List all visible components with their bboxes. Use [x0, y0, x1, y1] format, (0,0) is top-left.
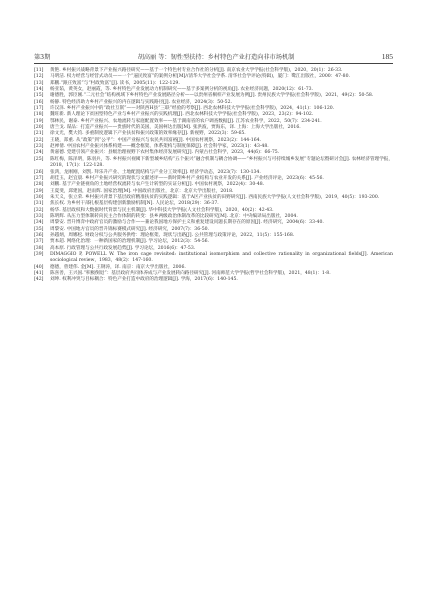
- reference-number: [12]: [34, 74, 44, 80]
- reference-number: [26]: [34, 169, 44, 175]
- reference-number: [13]: [34, 80, 44, 86]
- reference-number: [22]: [34, 137, 44, 143]
- reference-number: [35]: [34, 226, 44, 232]
- reference-number: [27]: [34, 175, 44, 181]
- reference-number: [33]: [34, 213, 44, 219]
- reference-number: [25]: [34, 156, 44, 162]
- reference-number: [17]: [34, 106, 44, 112]
- reference-text: 胡佳玉，赵宜晨. 乡村产业振兴研究的现状与文献述评——新时期乡村产业结构与农业开发的关系[J]. 产业经济评论，2023(6)：45-56.: [50, 175, 324, 181]
- header-rule: [34, 63, 393, 64]
- reference-number: [40]: [34, 264, 44, 270]
- reference-text: 刘坤. 权利冲突与目标耦合：特色产业打造中政府的治理逻辑[J]. 学海，2017(6)：140-145.: [50, 277, 238, 283]
- reference-number: [23]: [34, 144, 44, 150]
- reference-text: 陈明辉. 从压力型体制转向民主合作体制的转变：县乡两级政治体制改革的比较研究[M]. 北京：中央编译局出版社，2004.: [50, 213, 298, 219]
- reference-text: 杨亚茹，黄英女，赵丽霞，等. 乡村特色产业发展动力机制研究——基于多案例分析的视角[J]. 农业经济问题，2020(12)：61-73.: [50, 87, 314, 93]
- reference-text: 鄂林民，谢泰. 乡村产业振兴、农地流转与家庭配置效率——基于湖南省的农户调查数据[J]. 江苏农业科学，2022，50(7)：234-241.: [50, 118, 322, 124]
- reference-item: [34, 252, 393, 265]
- reference-text: 黄艳. 乡村振兴战略背景下产业振兴路径研究——基于一个特色村专业合作社的分析[J]. 南京农业大学学报(社会科学版)，2020，20(1)：26-33.: [50, 68, 343, 73]
- reference-text: 王夏斐，邱建国，赵雨辉. 国家治理[M]. 中国政府出版社，北京：北京大学出版社，2018.: [50, 188, 234, 194]
- reference-text: DIMAGGIO P, POWELL W. The iron cage revisited: institutional isomorphism and collective rationality in organizational fields[J]. American sociological review，1983，48(2)：147-160.: [50, 251, 393, 264]
- reference-text: 郑鹏.“跟庄致富”与“村政致富”[J]. 读书，2005(11)：122-129.: [50, 80, 180, 86]
- reference-number: [24]: [34, 150, 44, 156]
- reference-number: [28]: [34, 182, 44, 188]
- reference-text: 高本原. 行政管理与公共行政发展趋势[J]. 学习论坛，2016(6)：47-53.: [50, 245, 196, 251]
- reference-text: 许汉泽. 乡村产业振兴中的“政社互嵌”——对陕西H县“三联”经验的考察[J]. 西北农林科技大学学报(社会科学版)，2024，41(1)：106-120.: [50, 106, 335, 112]
- reference-text: 王晓，郑重. 从“政策”到“公平”：中国产业振兴与农民共同富裕[J]. 中国农村观察，2023(2)：144-164.: [50, 137, 262, 143]
- reference-text: 朱天义，张立荣. 乡村振兴背景下基层政府精准扶贫的实践逻辑：基于A区产业扶贫的田野研究[J]. 西南民族大学学报(人文社会科学版)，2019，40(5)：193-200.: [50, 194, 380, 200]
- reference-number: [14]: [34, 87, 44, 93]
- reference-text: 陈红梅，陈泽明，陈羽兵，等. 乡村振兴视阈下新型城乡结构“五个振兴”融合机制与耦合协调——“乡村振兴与可持续城乡发展”专题论坛暨研讨会[J]. 农林经济管理学报，2018，17(1)：122-128.: [50, 156, 393, 169]
- reference-text: 德德，曾建伟. 金[M]. 王钢涛，译. 南京：南京大学出版社，2006.: [50, 264, 186, 270]
- reference-number: [18]: [34, 112, 44, 118]
- reference-item: [34, 157, 393, 170]
- reference-text: 贾本超. 网络化治理：一种新国家的治理机制[J]. 学习论坛，2012(3)：54-56.: [50, 239, 210, 245]
- reference-text: 徐文光，樊大钧. 多重制度逻辑下产业扶贫和振兴政策的效率缘存[J]. 新视野，2022(3)：59-65.: [50, 131, 246, 137]
- reference-text: 杨华. 基层政权和大数据时代背景与民主机制[J]. 华中科技大学学报(人文社会科学版)，2020，40(2)：42-43.: [50, 207, 274, 213]
- reference-item: [34, 277, 393, 283]
- running-header: [34, 47, 393, 61]
- reference-number: [30]: [34, 194, 44, 200]
- reference-text: 周黎安. 晋升博弈中政府官员的激励与合作——兼论我国地方保护主义和重复建设问题长期存在的原因[J]. 经济研究，2004(6)：33-40.: [50, 220, 324, 226]
- reference-number: [34]: [34, 220, 44, 226]
- reference-text: 周黎安. 中国地方官员的晋升锦标赛模式研究[J]. 经济研究，2007(7)：36-50.: [50, 226, 210, 232]
- reference-text: 陈喜善，王兴国.“积极倒退”：基层政府共同体养成与产业发展转向路径研究[J]. 河南师范大学学报(哲学社会科学版)，2021，48(1)：1-8.: [50, 271, 331, 276]
- reference-text: 张鸿，龙刚刚，刘凯. 拜乐升产业、土地配置结构与产业分工效率[J]. 经济学动态，2023(7)：130-134.: [50, 169, 261, 175]
- running-title: 胡高丽 等：韧性型扶持：乡村特色产业打造向非市场机制: [137, 54, 295, 61]
- reference-number: [32]: [34, 207, 44, 213]
- reference-text: 杨静. 特色经济助力乡村产业振兴的内在逻辑与实践路径[J]. 农业经济，2024(3)：50-52.: [50, 99, 232, 105]
- reference-number: [38]: [34, 245, 44, 251]
- issue-label: 第3期: [34, 54, 51, 61]
- reference-text: 孙越炳，周娜松. 财政分权与公共服务供给：理论框架、现状与出路[J]. 公共管理与政策评论，2022，11(5)：155-168.: [50, 232, 295, 238]
- reference-text: 黄嘉德. 党建引领产业振兴：县级治理视野下农村集体经济发展研究[J]. 内蒙古社会科学，2023，44(6)：66-75.: [50, 150, 280, 156]
- reference-text: 唐兰戈. 谋品：打造产业振兴——贵族时代的美国，美国柯达出版[M]. 张洪波，贾海东，译. 上海：上海大学出版社，2016.: [50, 125, 301, 131]
- reference-text: 魏旺新. 新人理论下贫困型特色产业与乡村产业振兴的实践机理[J]. 西北农林科技大学学报(社会科学版)，2023，23(2)：94-102.: [50, 112, 314, 118]
- reference-text: 刘鹏. 基于产业链视角的土地经营权流转与农户生计转型的实证分析[J]. 中国农村观察，2022(4)：30-48.: [50, 182, 265, 188]
- reference-number: [11]: [34, 68, 44, 73]
- reference-number: [36]: [34, 232, 44, 238]
- reference-number: [21]: [34, 131, 44, 137]
- reference-text: 马明洁. 权力经营与经营式动员——一个“逼民致富”的案例分析[M]//清华大学社会学系. 清华社会学评论(特辑)，厦门：鹭江出版社，2000：47-80.: [50, 74, 350, 80]
- reference-number: [15]: [34, 93, 44, 99]
- reference-number: [42]: [34, 277, 44, 283]
- reference-text: 赵禅倩. 中国农村产业振兴体系构建——概念框架、体系架构与制度保障[J]. 社会科学家，2023(1)：43-48.: [50, 144, 269, 150]
- reference-number: [39]: [34, 251, 44, 257]
- reference-list: [34, 68, 393, 284]
- reference-number: [16]: [34, 99, 44, 105]
- reference-text: 焦长权. 为乡村干部扎根基层构建创新激励机制[N]. 人民论坛，2018(29)：36-37.: [50, 201, 219, 207]
- reference-number: [41]: [34, 271, 44, 276]
- reference-number: [31]: [34, 201, 44, 207]
- reference-number: [20]: [34, 125, 44, 131]
- reference-number: [29]: [34, 188, 44, 194]
- reference-text: 谢德胜，郭臣刚.“二元社会”结构视域下乡村特色产业发展路径分析——以贵州省桐梓产业发展为例[J]. 贵州民族大学学报(社会科学版)，2021，49(2)：50-58.: [50, 93, 374, 99]
- page-number: 185: [381, 52, 393, 61]
- reference-number: [37]: [34, 239, 44, 245]
- reference-number: [19]: [34, 118, 44, 124]
